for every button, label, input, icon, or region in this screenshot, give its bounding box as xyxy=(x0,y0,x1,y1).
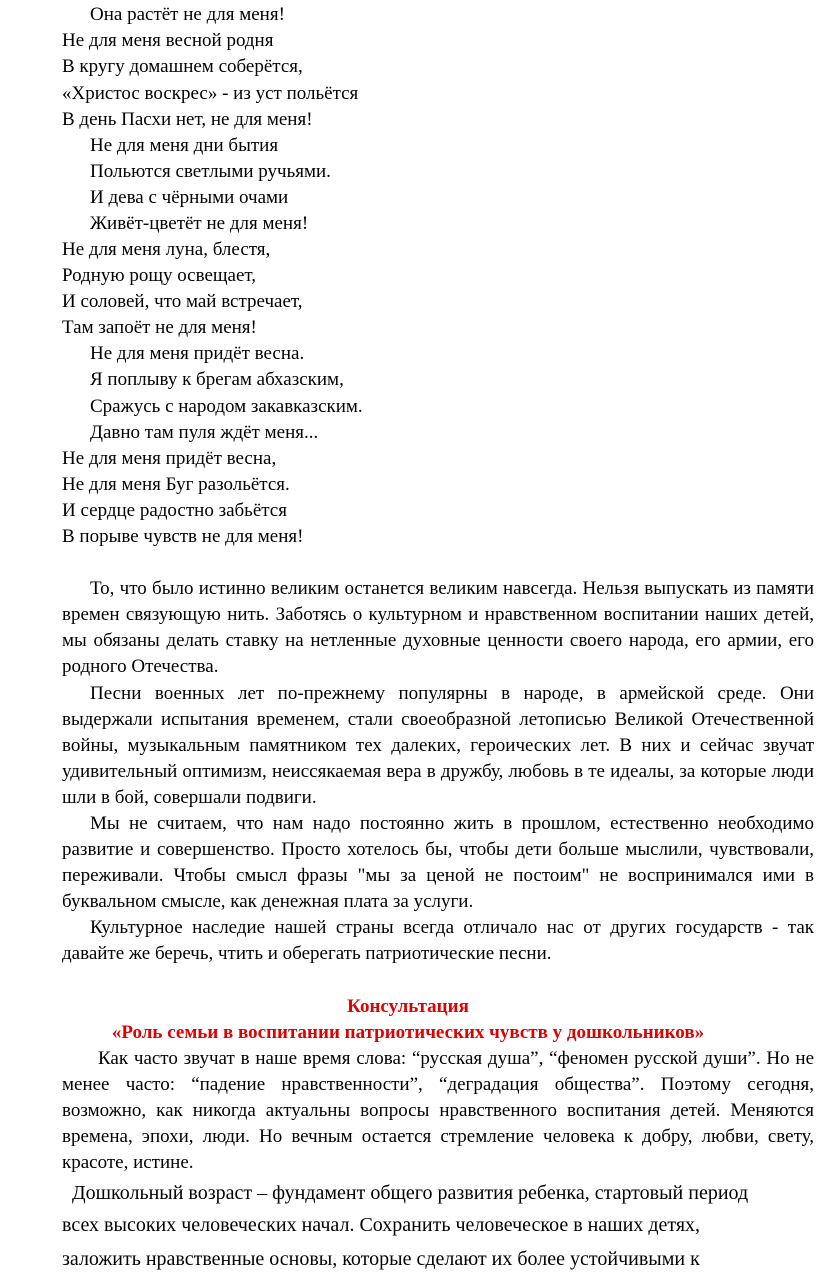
poem-line: В день Пасхи нет, не для меня! xyxy=(62,109,313,130)
poem-line: Не для меня дни бытия xyxy=(90,135,279,156)
body-paragraph xyxy=(62,681,814,811)
poem-line: Там запоёт не для меня! xyxy=(62,317,257,338)
poem-line: Не для меня Буг разольётся. xyxy=(62,474,290,495)
consultation-title: «Роль семьи в воспитании патриотических чувств у дошкольников» xyxy=(111,1022,705,1043)
poem-line: Не для меня придёт весна, xyxy=(62,448,277,469)
body-paragraph xyxy=(62,576,814,680)
final-line: заложить нравственные основы, которые сделают их более устойчивыми к xyxy=(62,1248,700,1270)
body-paragraph xyxy=(62,915,814,967)
paragraph-text: Культурное наследие нашей страны всегда отличало нас от других государств - так давайте же беречь, чтить и оберегать патриотические песни. xyxy=(62,917,814,964)
final-line: Дошкольный возраст – фундамент общего развития ребенка, стартовый период xyxy=(72,1182,749,1204)
poem-line: Родную рощу освещает, xyxy=(62,265,257,286)
paragraph-text: Как часто звучат в наше время слова: “русская душа”, “феномен русской души”. Но не менее часто: “падение нравственности”, “деградация общества”. Поэтому сегодня, возможно, как никогда актуальны вопросы нравственного воспитания детей. Меняются времена, эпохи, люди. Но вечным остается стремление человека к добру, любви, свету, красоте, истине. xyxy=(62,1048,814,1173)
consultation-label: Консультация xyxy=(347,996,469,1017)
poem-line: «Христос воскрес» - из уст польётся xyxy=(62,83,359,104)
poem-line: Не для меня весной родня xyxy=(62,30,274,51)
poem-line: И дева с чёрными очами xyxy=(90,187,289,208)
poem-line: В кругу домашнем соберётся, xyxy=(62,56,303,77)
poem-line: И сердце радостно забьётся xyxy=(62,500,287,521)
poem-line: В порыве чувств не для меня! xyxy=(62,526,304,547)
consultation-paragraph xyxy=(62,1046,814,1176)
poem-line: Она растёт не для меня! xyxy=(90,4,285,25)
paragraph-text: Песни военных лет по-прежнему популярны в народе, в армейской среде. Они выдержали испытания временем, стали своеобразной летописью Великой Отечественной войны, музыкальным памятником тех далеких, героических лет. В них и сейчас звучат удивительный оптимизм, неиссякаемая вера в дружбу, любовь в те идеалы, за которые люди шли в бой, совершали подвиги. xyxy=(62,683,814,808)
poem-line: И соловей, что май встречает, xyxy=(62,291,303,312)
final-line: всех высоких человеческих начал. Сохранить человеческое в наших детях, xyxy=(62,1214,701,1236)
poem-line: Не для меня придёт весна. xyxy=(90,343,305,364)
poem-line: Давно там пуля ждёт меня... xyxy=(90,422,319,443)
paragraph-text: То, что было истинно великим останется великим навсегда. Нельзя выпускать из памяти времен связующую нить. Заботясь о культурном и нравственном воспитании наших детей, мы обязаны делать ставку на нетленные духовные ценности своего народа, его армии, его родного Отечества. xyxy=(62,578,814,677)
poem-line: Не для меня луна, блестя, xyxy=(62,239,271,260)
body-paragraph xyxy=(62,811,814,915)
poem-line: Живёт-цветёт не для меня! xyxy=(90,213,309,234)
paragraph-text: Мы не считаем, что нам надо постоянно жить в прошлом, естественно необходимо развитие и совершенство. Просто хотелось бы, чтобы дети больше мыслили, чувствовали, переживали. Чтобы смысл фразы "мы за ценой не постоим" не воспринимался ими в буквальном смысле, как денежная плата за услуги. xyxy=(62,813,814,912)
poem-line: Сражусь с народом закавказским. xyxy=(90,396,363,417)
poem-line: Польются светлыми ручьями. xyxy=(90,161,331,182)
poem-line: Я поплыву к брегам абхазским, xyxy=(90,369,344,390)
